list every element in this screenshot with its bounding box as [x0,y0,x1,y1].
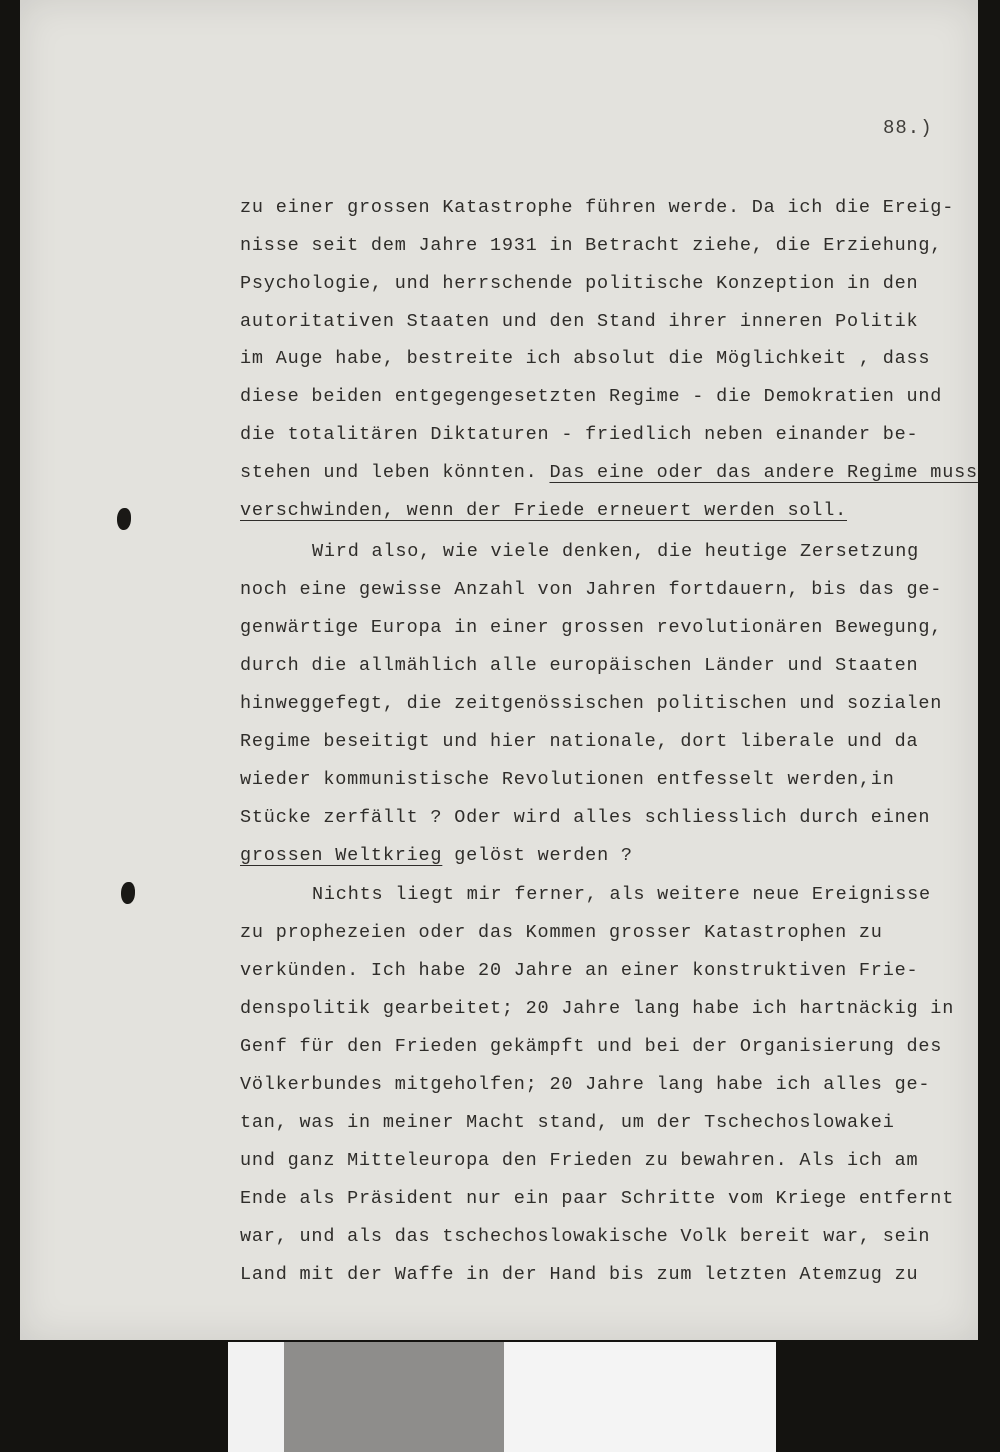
gray-card-strip [284,1342,504,1452]
text-line: Wird also, wie viele denken, die heutige Zersetzung [312,541,919,562]
underlined-text: Das eine oder das andere Regime muss [549,462,978,483]
text-line: Ende als Präsident nur ein paar Schritte vom Kriege entfernt [240,1188,955,1209]
text-line: autoritativen Staaten und den Stand ihrer inneren Politik [240,311,919,332]
text-line: Stücke zerfällt ? Oder wird alles schliesslich durch einen [240,807,931,828]
page-number: 88.) [883,117,933,139]
text-line: Genf für den Frieden gekämpft und bei der Organisierung des [240,1036,943,1057]
text-line: Regime beseitigt und hier nationale, dort liberale und da [240,731,919,752]
punch-hole [121,882,135,904]
text-line: zu einer grossen Katastrophe führen werde. Da ich die Ereig- [240,197,955,218]
text-line: noch eine gewisse Anzahl von Jahren fortdauern, bis das ge- [240,579,943,600]
text-line: Völkerbundes mitgeholfen; 20 Jahre lang habe ich alles ge- [240,1074,931,1095]
text-line: die totalitären Diktaturen - friedlich neben einander be- [240,424,919,445]
text-line: durch die allmählich alle europäischen Länder und Staaten [240,655,919,676]
text-segment: gelöst werden ? [454,845,633,866]
text-line [240,462,978,483]
text-line: nisse seit dem Jahre 1931 in Betracht ziehe, die Erziehung, [240,235,943,256]
text-line: und ganz Mitteleuropa den Frieden zu bewahren. Als ich am [240,1150,919,1171]
text-line: im Auge habe, bestreite ich absolut die Möglichkeit , dass [240,348,931,369]
text-line: genwärtige Europa in einer grossen revolutionären Bewegung, [240,617,943,638]
scan-background-strip [504,1342,776,1452]
text-line: verkünden. Ich habe 20 Jahre an einer konstruktiven Frie- [240,960,919,981]
underlined-text: grossen Weltkrieg [240,845,443,866]
text-line: Psychologie, und herrschende politische Konzeption in den [240,273,919,294]
scan-background-strip [228,1342,286,1452]
text-line: Nichts liegt mir ferner, als weitere neue Ereignisse [312,884,931,905]
text-line: wieder kommunistische Revolutionen entfesselt werden,in [240,769,895,790]
punch-hole [117,508,131,530]
text-line: zu prophezeien oder das Kommen grosser Katastrophen zu [240,922,883,943]
text-line: war, und als das tschechoslowakische Volk bereit war, sein [240,1226,931,1247]
text-line [240,845,633,866]
text-line: diese beiden entgegengesetzten Regime - die Demokratien und [240,386,943,407]
text-line: Land mit der Waffe in der Hand bis zum letzten Atemzug zu [240,1264,919,1285]
text-segment: stehen und leben könnten. [240,462,538,483]
text-line: hinweggefegt, die zeitgenössischen politischen und sozialen [240,693,943,714]
underlined-text-line: verschwinden, wenn der Friede erneuert werden soll. [240,500,847,521]
text-line: tan, was in meiner Macht stand, um der Tschechoslowakei [240,1112,895,1133]
text-line: denspolitik gearbeitet; 20 Jahre lang habe ich hartnäckig in [240,998,955,1019]
